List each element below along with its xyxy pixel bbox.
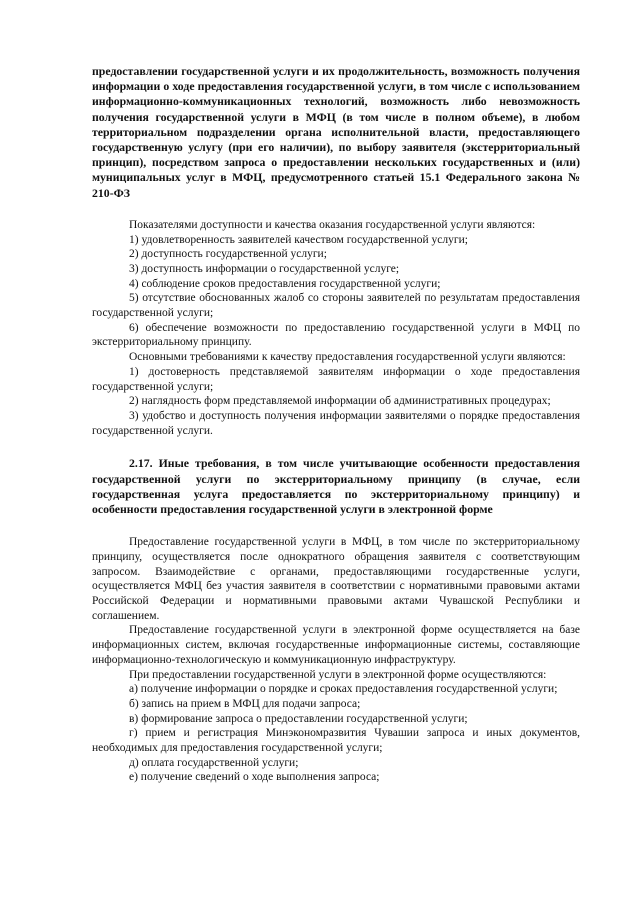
list-item: в) формирование запроса о предоставлении государственной услуги; [129, 712, 468, 725]
body-paragraph: При предоставлении государственной услуги в электронной форме осуществляются: [129, 668, 547, 681]
requirements-section [92, 350, 580, 438]
spacer [92, 517, 580, 535]
list-item: д) оплата государственной услуги; [129, 756, 299, 769]
list-item: а) получение информации о порядке и сроках предоставления государственной услуги; [129, 683, 558, 696]
body-section [92, 535, 580, 785]
indicators-lead: Показателями доступности и качества оказания государственной услуги являются: [129, 218, 536, 231]
list-item: 3) доступность информации о государственной услуге; [129, 262, 400, 275]
list-item: 6) обеспечение возможности по предоставлению государственной услуги в МФЦ по экстерриториальному принципу. [92, 321, 580, 349]
list-item: 4) соблюдение сроков предоставления государственной услуги; [129, 277, 441, 290]
requirements-lead: Основными требованиями к качеству предоставления государственной услуги являются: [129, 351, 566, 364]
spacer [92, 438, 580, 456]
list-item: 1) удовлетворенность заявителей качеством государственной услуги; [129, 233, 468, 246]
indicators-section [92, 218, 580, 350]
list-item: 1) достоверность представляемой заявителям информации о ходе предоставления государственной услуги; [92, 365, 580, 393]
list-item: б) запись на прием в МФЦ для подачи запроса; [129, 697, 361, 710]
body-paragraph: Предоставление государственной услуги в электронной форме осуществляется на базе информационных систем, включая государственные информационные системы, составляющие информационно-технологическую и коммуникационную инфраструктуру. [92, 624, 580, 666]
section-heading: 2.17. Иные требования, в том числе учитывающие особенности предоставления государственной услуги по экстерриториальному принципу (в случае, если государственная услуга предоставляется по экстерриториальному принципу) и особенности предоставления государственной услуги в электронной форме [92, 456, 580, 516]
body-paragraph: Предоставление государственной услуги в МФЦ, в том числе по экстерриториальному принципу, осуществляется после однократного обращения заявителя с соответствующим запросом. Взаимодействие с органами, предоставляющими государственные услуги, осуществляется МФЦ без участия заявителя в соответствии с нормативными правовыми актами Российской Федерации и нормативными правовыми актами Чувашской Республики и соглашением. [92, 536, 580, 622]
list-item: е) получение сведений о ходе выполнения запроса; [129, 771, 380, 784]
list-item: 2) наглядность форм представляемой информации об административных процедурах; [129, 395, 551, 408]
list-item: 2) доступность государственной услуги; [129, 248, 327, 261]
list-item: 5) отсутствие обоснованных жалоб со стороны заявителей по результатам предоставления государственной услуги; [92, 292, 580, 320]
list-item: 3) удобство и доступность получения информации заявителями о порядке предоставления государственной услуги. [92, 409, 580, 437]
intro-bold-paragraph: предоставлении государственной услуги и их продолжительность, возможность получения информации о ходе предоставления государственной услуги, в том числе с использованием информационно-коммуникационных технологий, возможность либо невозможность получения государственной услуги в МФЦ (в том числе в полном объеме), в любом территориальном подразделении органа исполнительной власти, предоставляющего государственную услугу (при его наличии), по выбору заявителя (экстерриториальный принцип), посредством запроса о предоставлении нескольких государственных и (или) муниципальных услуг в МФЦ, предусмотренного статьей 15.1 Федерального закона № 210-ФЗ [92, 64, 580, 200]
list-item: г) прием и регистрация Минэкономразвития Чувашии запроса и иных документов, необходимых для предоставления государственной услуги; [92, 727, 580, 755]
